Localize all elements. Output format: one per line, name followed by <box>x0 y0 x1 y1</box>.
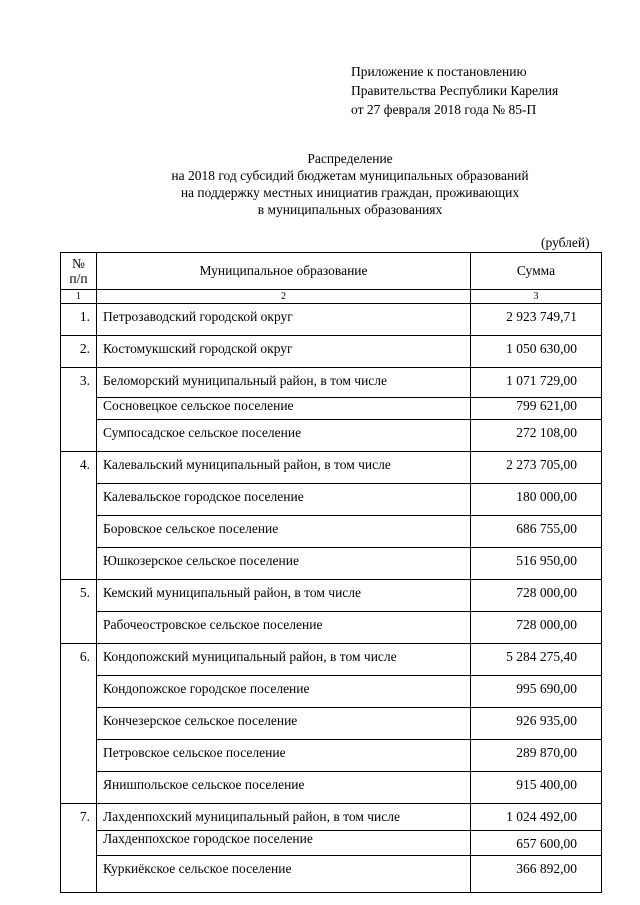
column-index-row <box>61 290 602 304</box>
row-number: 7. <box>61 804 97 893</box>
municipality-name: Кемский муниципальный район, в том числе <box>97 580 471 612</box>
title-line: Распределение <box>307 151 393 166</box>
municipality-name: Кончезерское сельское поселение <box>97 708 471 740</box>
subsidy-amount: 516 950,00 <box>471 548 602 580</box>
table-row <box>61 548 602 580</box>
subsidy-amount: 926 935,00 <box>471 708 602 740</box>
subsidy-amount: 272 108,00 <box>471 420 602 452</box>
municipality-name: Петрозаводский городской округ <box>97 304 471 336</box>
municipality-name: Петровское сельское поселение <box>97 740 471 772</box>
municipality-name: Сосновецкое сельское поселение <box>97 398 471 420</box>
municipality-name: Лахденпохский муниципальный район, в том числе <box>97 804 471 831</box>
table-row <box>61 516 602 548</box>
subsidy-amount: 289 870,00 <box>471 740 602 772</box>
table-row <box>61 856 602 893</box>
subsidy-amount: 5 284 275,40 <box>471 644 602 676</box>
column-index: 3 <box>471 290 602 304</box>
subsidy-amount: 995 690,00 <box>471 676 602 708</box>
appendix-line: Правительства Республики Карелия <box>351 83 559 98</box>
table-row <box>61 452 602 484</box>
table-row <box>61 772 602 804</box>
subsidy-amount: 1 050 630,00 <box>471 336 602 368</box>
header-number-abbr: п/п <box>69 271 88 286</box>
column-header-number <box>61 253 97 290</box>
table-row <box>61 336 602 368</box>
table-row <box>61 420 602 452</box>
municipality-name: Кондопожский муниципальный район, в том числе <box>97 644 471 676</box>
subsidy-table <box>60 252 602 893</box>
document-title <box>60 150 640 218</box>
subsidy-amount: 728 000,00 <box>471 580 602 612</box>
title-line: в муниципальных образованиях <box>257 202 443 217</box>
subsidy-amount: 686 755,00 <box>471 516 602 548</box>
municipality-name: Янишпольское сельское поселение <box>97 772 471 804</box>
municipality-name: Костомукшский городской округ <box>97 336 471 368</box>
row-number: 2. <box>61 336 97 368</box>
municipality-name: Боровское сельское поселение <box>97 516 471 548</box>
row-number: 1. <box>61 304 97 336</box>
row-number: 3. <box>61 368 97 452</box>
table-row <box>61 740 602 772</box>
table-header-row <box>61 253 602 290</box>
municipality-name: Лахденпохское городское поселение <box>97 831 471 856</box>
appendix-line: от 27 февраля 2018 года № 85-П <box>351 102 537 117</box>
municipality-name: Куркиёкское сельское поселение <box>97 856 471 893</box>
municipality-name: Калевальское городское поселение <box>97 484 471 516</box>
appendix-block <box>351 62 558 119</box>
municipality-name: Кондопожское городское поселение <box>97 676 471 708</box>
table-row <box>61 612 602 644</box>
column-index: 1 <box>61 290 97 304</box>
subsidy-amount: 657 600,00 <box>471 831 602 856</box>
column-index: 2 <box>97 290 471 304</box>
header-number-symbol: № <box>72 256 85 271</box>
subsidy-amount: 1 024 492,00 <box>471 804 602 831</box>
column-header-sum: Сумма <box>471 253 602 290</box>
appendix-line: Приложение к постановлению <box>351 64 527 79</box>
municipality-name: Юшкозерское сельское поселение <box>97 548 471 580</box>
municipality-name: Беломорский муниципальный район, в том числе <box>97 368 471 398</box>
row-number: 4. <box>61 452 97 580</box>
subsidy-amount: 2 273 705,00 <box>471 452 602 484</box>
table-row <box>61 580 602 612</box>
row-number: 6. <box>61 644 97 804</box>
municipality-name: Рабочеостровское сельское поселение <box>97 612 471 644</box>
title-line: на 2018 год субсидий бюджетам муниципальных образований <box>171 168 529 183</box>
table-row <box>61 484 602 516</box>
subsidy-amount: 366 892,00 <box>471 856 602 893</box>
table-row <box>61 398 602 420</box>
subsidy-amount: 799 621,00 <box>471 398 602 420</box>
subsidy-amount: 728 000,00 <box>471 612 602 644</box>
table-row <box>61 676 602 708</box>
table-row <box>61 831 602 856</box>
column-header-municipality: Муниципальное образование <box>97 253 471 290</box>
table-row <box>61 804 602 831</box>
table-body <box>61 304 602 893</box>
subsidy-amount: 1 071 729,00 <box>471 368 602 398</box>
table-row <box>61 304 602 336</box>
table-row <box>61 368 602 398</box>
table-row <box>61 644 602 676</box>
title-line: на поддержку местных инициатив граждан, проживающих <box>180 185 520 200</box>
row-number: 5. <box>61 580 97 644</box>
subsidy-amount: 2 923 749,71 <box>471 304 602 336</box>
municipality-name: Калевальский муниципальный район, в том числе <box>97 452 471 484</box>
unit-label: (рублей) <box>541 235 590 250</box>
subsidy-amount: 915 400,00 <box>471 772 602 804</box>
municipality-name: Сумпосадское сельское поселение <box>97 420 471 452</box>
table-row <box>61 708 602 740</box>
subsidy-amount: 180 000,00 <box>471 484 602 516</box>
